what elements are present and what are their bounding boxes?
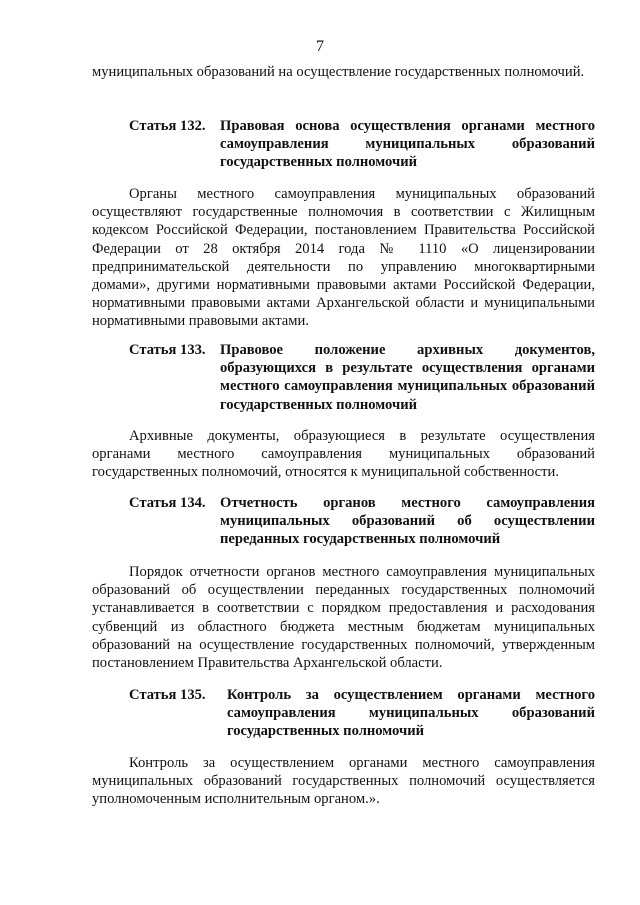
continuation-paragraph [92,63,595,81]
article-134-body [92,563,595,672]
article-number: Статья 132. [129,118,206,134]
article-title: Отчетность органов местного самоуправления муниципальных образований об осуществлении переданных государственных полномочий [220,495,595,548]
article-135-heading [129,686,595,741]
article-body-text: Контроль за осуществлением органами местного самоуправления муниципальных образований государственных полномочий осуществляется уполномоченным исполнительным органом.». [92,755,595,808]
article-body-text: Органы местного самоуправления муниципальных образований осуществляют государственные полномочия в соответствии с Жилищным кодексом Российской Федерации, постановлением Правительства Российской Федерации от 28 октября 2014 года № 1110 «О лицензировании предпринимательской деятельности по управлению многоквартирными домами», другими нормативными правовыми актами Российской Федерации, нормативными правовыми актами Архангельской области и муниципальными нормативными правовыми актами. [92,186,595,330]
article-number: Статья 135. [129,687,206,703]
article-132-body [92,185,595,331]
article-body-text: Порядок отчетности органов местного самоуправления муниципальных образований об осуществлении переданных государственных полномочий устанавливается в соответствии с порядком предоставления и расходования субвенций из областного бюджета местным бюджетам муниципальных образований на осуществление государственных полномочий, утвержденным постановлением Правительства Архангельской области. [92,564,595,672]
article-133-body [92,427,595,482]
article-134-heading [129,494,595,549]
article-number: Статья 134. [129,495,206,511]
article-title: Контроль за осуществлением органами местного самоуправления муниципальных образований государственных полномочий [227,687,595,740]
article-133-heading [129,341,595,414]
continuation-text: муниципальных образований на осуществление государственных полномочий. [92,64,585,80]
article-title: Правовая основа осуществления органами местного самоуправления муниципальных образований государственных полномочий [220,118,595,171]
page-number: 7 [316,38,324,55]
article-number: Статья 133. [129,342,206,358]
article-body-text: Архивные документы, образующиеся в результате осуществления органами местного самоуправления муниципальных образований государственных полномочий, относятся к муниципальной собственности. [92,428,595,481]
article-135-body [92,754,595,809]
article-132-heading [129,117,595,172]
article-title: Правовое положение архивных документов, образующихся в результате осуществления органами местного самоуправления муниципальных образований государственных полномочий [220,342,595,413]
